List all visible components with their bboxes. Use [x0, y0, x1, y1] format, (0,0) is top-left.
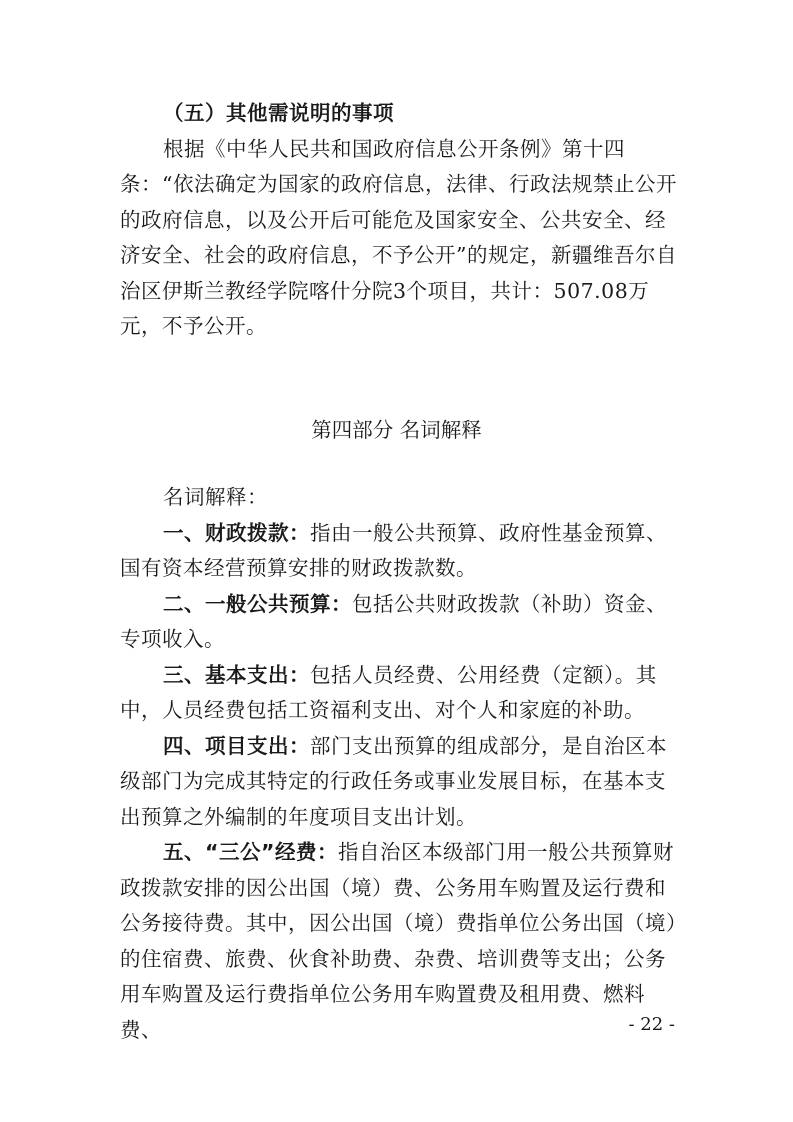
term-definition: 包括公共财政拨款（补助）资金、专项收入。: [120, 591, 667, 651]
term-definition: 指自治区本级部门用一般公共预算财政拨款安排的因公出国（境）费、公务用车购置及运行费和公务接待费。其中，因公出国（境）费指单位公务出国（境）的住宿费、旅费、伙食补助费、杂费、培训费等支出；公务用车购置及运行费指单位公务用车购置费及租用费、燃料费、: [120, 840, 677, 1042]
terms-block: [120, 480, 680, 1048]
term-definition: 部门支出预算的组成部分，是自治区本级部门为完成其特定的行政任务或事业发展目标，在基本支出预算之外编制的年度项目支出计划。: [120, 733, 667, 829]
term-item-4: [120, 729, 680, 836]
term-name: 一、财政拨款：: [163, 520, 310, 545]
term-item-5: [120, 835, 680, 1048]
section5-paragraph: 根据《中华人民共和国政府信息公开条例》第十四条：“依法确定为国家的政府信息，法律、行政法规禁止公开的政府信息，以及公开后可能危及国家安全、公共安全、经济安全、社会的政府信息，不予公开”的规定，新疆维吾尔自治区伊斯兰教经学院喀什分院3个项目，共计：507.08万元，不予公开。: [120, 136, 677, 338]
term-name: 五、“三公”经费：: [163, 840, 338, 864]
term-definition: 指由一般公共预算、政府性基金预算、国有资本经营预算安排的财政拨款数。: [120, 520, 667, 580]
section5-block: [120, 96, 680, 345]
section5-heading: （五）其他需说明的事项: [163, 101, 394, 125]
term-name: 四、项目支出：: [163, 733, 310, 758]
part4-title: 第四部分 名词解释: [311, 418, 482, 442]
term-name: 三、基本支出：: [163, 662, 310, 687]
term-definition: 包括人员经费、公用经费（定额）。其中，人员经费包括工资福利支出、对个人和家庭的补助。: [120, 662, 657, 722]
terms-label: 名词解释：: [163, 485, 268, 509]
term-name: 二、一般公共预算：: [163, 591, 352, 616]
term-item-3: [120, 658, 680, 729]
term-item-2: [120, 587, 680, 658]
term-item-1: [120, 516, 680, 587]
page-number: - 22 -: [628, 1014, 675, 1035]
